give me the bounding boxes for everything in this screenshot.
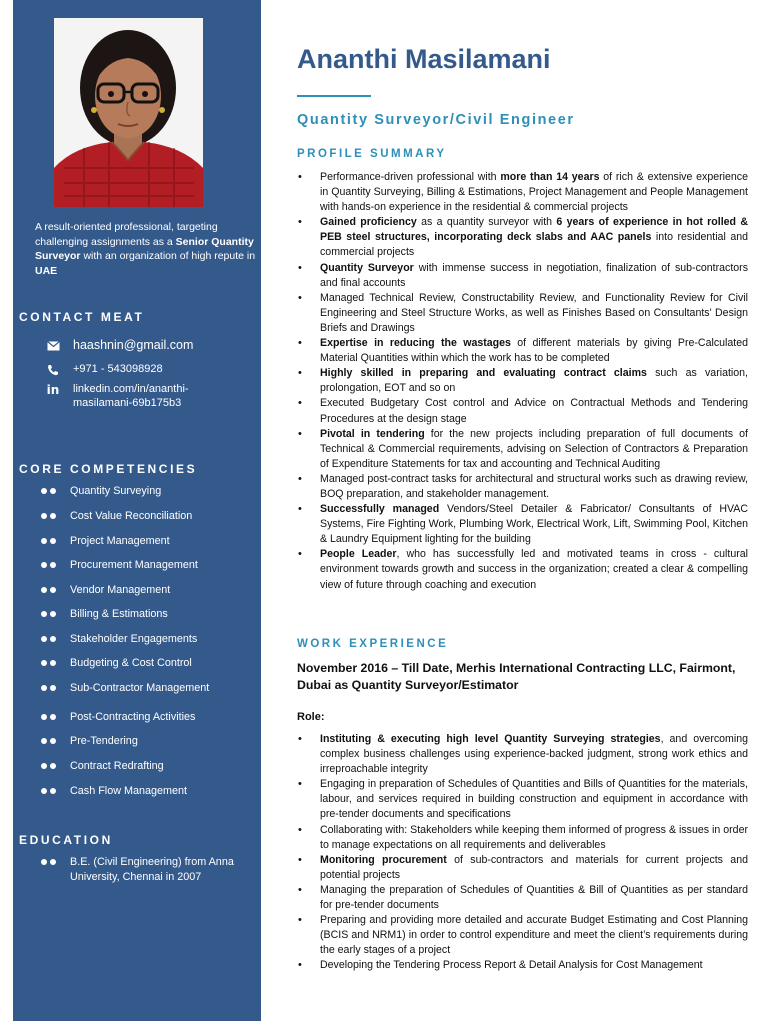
profile-photo [54, 18, 203, 207]
double-dot-bullet-icon [41, 788, 70, 794]
bullet-text-run: Collaborating with: Stakeholders while keeping them informed of progress & issues in order to manage expectations on all requirements and deliverables [320, 823, 748, 851]
bullet-text-run: into residential and commercial projects [320, 231, 749, 259]
profile-summary-heading: PROFILE SUMMARY [297, 148, 447, 160]
phone-text[interactable]: +971 - 543098928 [73, 363, 163, 375]
competency-label: Pre-Tendering [70, 735, 138, 747]
bullet-text-run: Managed Technical Review, Constructability Review, and Functionality Review for Civil Engineering and Steel Structure Works, as well as Finishes Based on Consultants' Design Briefs and Drawings [320, 291, 748, 334]
contact-linkedin[interactable] [46, 382, 213, 410]
competency-item [41, 682, 209, 694]
bullet-text-run: of different materials by giving Pre-Calculated Material Quantities within which the work has to be completed [320, 337, 748, 365]
double-dot-bullet-icon [41, 636, 70, 642]
bullet-item [297, 913, 748, 958]
competency-item [41, 510, 192, 522]
competency-item [41, 535, 170, 547]
competency-label: Cash Flow Management [70, 785, 188, 797]
bullet-text-run: more than 14 years [500, 171, 600, 183]
competency-label: Billing & Estimations [70, 608, 168, 620]
bullet-item [297, 958, 748, 973]
competency-label: Procurement Management [70, 559, 198, 571]
competency-item [41, 785, 187, 797]
double-dot-bullet-icon [41, 488, 70, 494]
education-text: B.E. (Civil Engineering) from Anna University, Chennai in 2007 [70, 856, 234, 883]
bullet-item [297, 853, 748, 883]
phone-icon [46, 363, 60, 377]
double-dot-bullet-icon [41, 859, 70, 885]
double-dot-bullet-icon [41, 538, 70, 544]
competency-label: Contract Redrafting [70, 760, 164, 772]
bullet-text-run: with immense success in negotiation, finalization of sub-contractors and final accounts [320, 261, 748, 289]
bullet-item [297, 777, 748, 822]
competencies-heading: CORE COMPETENCIES [19, 462, 198, 476]
bullet-text-run: for the new projects including preparation of full documents of Technical & Commercial requirements, advising on Selection of Contractors & Preparation of Expenditure Statements for tax and accounting and Technical Auditing [320, 427, 748, 470]
double-dot-bullet-icon [41, 611, 70, 617]
competency-label: Post-Contracting Activities [70, 711, 196, 723]
bullet-item [297, 336, 748, 366]
bullet-item [297, 261, 748, 291]
bullet-item [297, 215, 748, 260]
competency-label: Quantity Surveying [70, 485, 162, 497]
competency-item [41, 760, 164, 772]
name-underline [297, 95, 371, 97]
competency-item [41, 633, 197, 645]
tagline-run: A result-oriented professional, targeting challenging assignments as a [35, 221, 218, 248]
double-dot-bullet-icon [41, 587, 70, 593]
bullet-item [297, 427, 748, 472]
tagline-run: UAE [35, 264, 58, 277]
career-tagline [35, 220, 257, 278]
bullet-text-run: Developing the Tendering Process Report & Detail Analysis for Cost Management [320, 959, 703, 972]
competency-label: Budgeting & Cost Control [70, 657, 192, 669]
bullet-item [297, 472, 748, 502]
competency-label: Vendor Management [70, 584, 171, 596]
envelope-icon [46, 339, 60, 353]
education-item [41, 855, 240, 885]
bullet-text-run: Performance-driven professional with [320, 171, 501, 183]
double-dot-bullet-icon [41, 513, 70, 519]
bullet-item [297, 823, 748, 853]
education-heading: EDUCATION [19, 833, 113, 847]
bullet-text-run: People Leader [320, 548, 397, 561]
double-dot-bullet-icon [41, 685, 70, 691]
bullet-text-run: Expertise in reducing the wastages [320, 337, 511, 350]
linkedin-icon: in [46, 383, 60, 397]
bullet-text-run: , and overcoming complex business challenges using experience-backed judgment, strong work ethics and irreproachable integrity [320, 733, 748, 776]
competency-item [41, 657, 192, 669]
candidate-name: Ananthi Masilamani [297, 44, 551, 74]
role-list [297, 732, 748, 974]
competency-item [41, 559, 198, 571]
bullet-text-run: Engaging in preparation of Schedules of Quantities and Bills of Quantities for the materials, labour, and services required in building construction and equipment in accordance with pre-tender documents and specifications [320, 778, 748, 821]
bullet-text-run: Executed Budgetary Cost control and Advice on Contractual Methods and Tendering Procedures at the design stage [320, 397, 748, 425]
competency-label: Sub-Contractor Management [70, 682, 210, 694]
bullet-text-run: as a quantity surveyor with [416, 216, 557, 229]
bullet-text-run: Pivotal in tendering [320, 427, 425, 440]
bullet-text-run: such as variation, prolongation, EOT and so on [320, 367, 748, 395]
job-heading: November 2016 – Till Date, Merhis International Contracting LLC, Fairmont, Dubai as Quantity Surveyor/Estimator [297, 661, 736, 692]
role-label: Role: [297, 711, 325, 723]
bullet-item [297, 502, 748, 547]
competency-label: Cost Value Reconciliation [70, 510, 193, 522]
bullet-text-run: Managed post-contract tasks for architectural and structural works such as drawing review, BOQ preparation, and stakeholder management. [320, 472, 748, 500]
bullet-text-run: 6 years of experience in hot rolled & PEB steel structures, incorporating deck slabs and AAC panels [320, 216, 749, 244]
double-dot-bullet-icon [41, 763, 70, 769]
email-text[interactable]: haashnin@gmail.com [73, 338, 194, 352]
competency-item [41, 711, 195, 723]
bullet-text-run: Quantity Surveyor [320, 261, 414, 274]
double-dot-bullet-icon [41, 738, 70, 744]
bullet-item [297, 883, 748, 913]
bullet-text-run: of rich & extensive experience in Quantity Surveying, Billing & Estimations, Project Management and People Management with hands-on experience in the residential & commercial projects [320, 171, 748, 214]
competency-label: Stakeholder Engagements [70, 633, 198, 645]
linkedin-text[interactable]: linkedin.com/in/ananthi-masilamani-69b175b3 [73, 383, 189, 409]
bullet-text-run: Highly skilled in preparing and evaluating contract claims [320, 367, 647, 380]
bullet-item [297, 396, 748, 426]
bullet-item [297, 170, 748, 215]
bullet-item [297, 732, 748, 777]
double-dot-bullet-icon [41, 562, 70, 568]
competency-item [41, 485, 161, 497]
double-dot-bullet-icon [41, 714, 70, 720]
bullet-text-run: Vendors/Steel Detailer & Fabricator/ Consultants of HVAC Systems, Fire Fighting Work, Plumbing Work, Electrical Work, Lift, Swimming Pool, Kitchen & Laundry Equipment lighting for the building [320, 503, 748, 546]
bullet-text-run: Successfully managed [320, 503, 440, 516]
bullet-item [297, 366, 748, 396]
bullet-text-run: Managing the preparation of Schedules of Quantities & Bill of Quantities as per standard for pre-tender documents [320, 883, 748, 912]
double-dot-bullet-icon [41, 660, 70, 666]
bullet-text-run: Instituting & executing high level Quantity Surveying strategies [320, 733, 661, 745]
contact-email[interactable] [46, 338, 193, 353]
sidebar [13, 0, 261, 1021]
work-experience-heading: WORK EXPERIENCE [297, 638, 449, 650]
bullet-item [297, 291, 748, 336]
bullet-text-run: Gained proficiency [320, 216, 417, 229]
competency-item [41, 735, 138, 747]
competency-item [41, 584, 170, 596]
contact-heading: CONTACT MEAT [19, 310, 145, 324]
contact-phone[interactable] [46, 362, 163, 377]
profile-summary-list [297, 170, 748, 593]
bullet-text-run: Monitoring procurement [320, 853, 447, 866]
bullet-item [297, 547, 748, 592]
candidate-title: Quantity Surveyor/Civil Engineer [297, 112, 575, 128]
tagline-run: Senior Quantity Surveyor [35, 235, 254, 262]
tagline-run: with an organization of high repute in [80, 250, 256, 262]
competency-label: Project Management [70, 535, 170, 547]
bullet-text-run: of sub-contractors and materials for current projects and potential projects [320, 853, 748, 881]
competency-item [41, 608, 168, 620]
bullet-text-run: Preparing and providing more detailed and accurate Budget Estimating and Cost Planning (BCIS and NRM1) in order to control expenditure and meet the client’s requirements during the early stages of a project [320, 914, 748, 957]
bullet-text-run: , who has successfully led and motivated teams in cross - cultural environment towards growth and success in the organization; created a clear & compelling view of future through coaching and execution [320, 548, 749, 591]
